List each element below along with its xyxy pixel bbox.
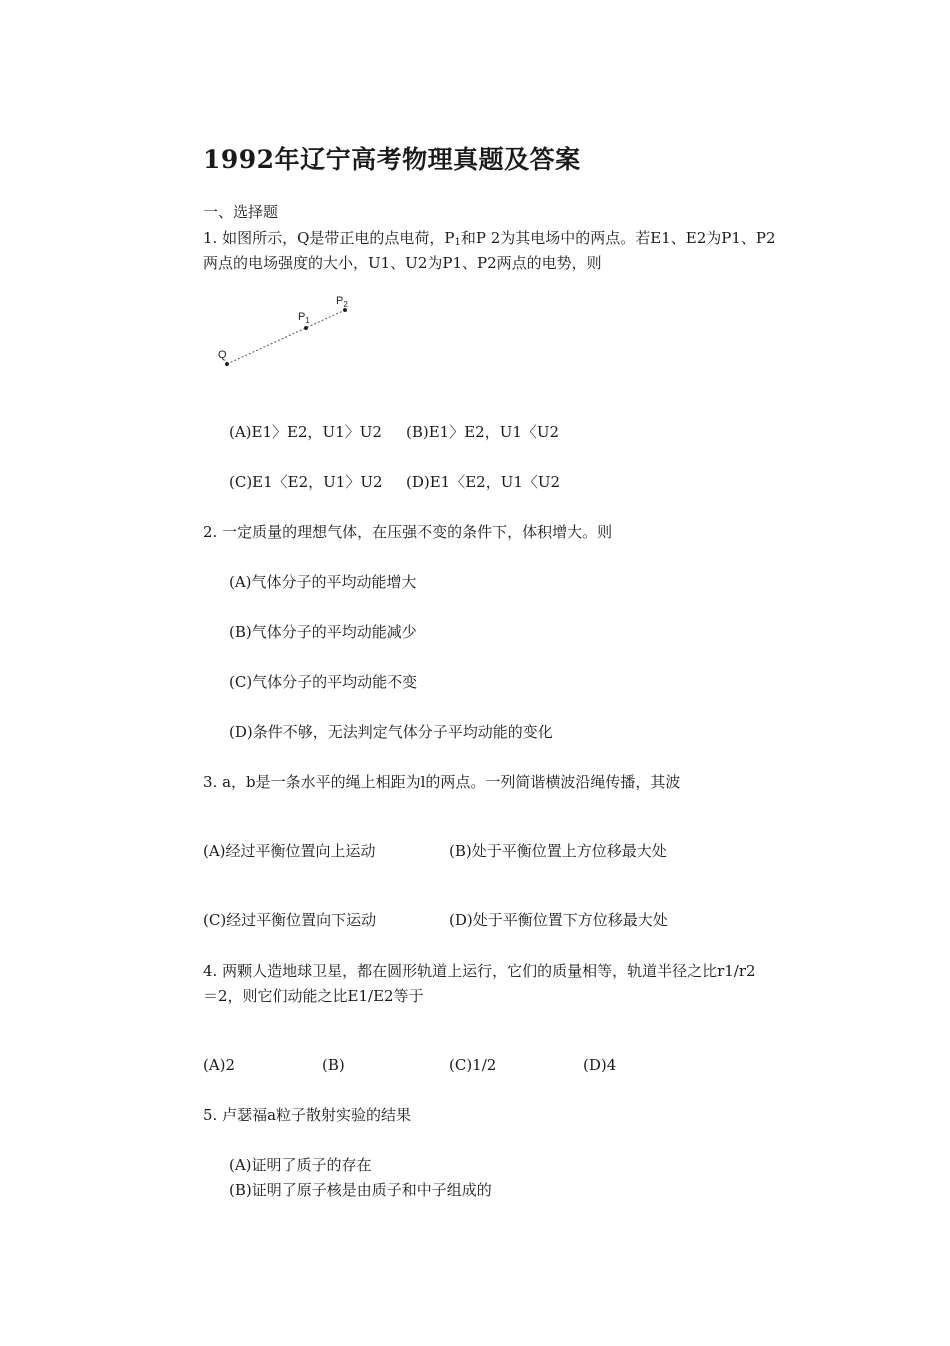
label-p2: $P_2$ [336, 295, 348, 309]
q2-option-d: (D)条件不够，无法判定气体分子平均动能的变化 [229, 723, 553, 741]
q2-option-b: (B)气体分子的平均动能减少 [229, 623, 417, 641]
q4-option-d: (D)4 [583, 1056, 617, 1074]
q2-option-a: (A)气体分子的平均动能增大 [229, 573, 417, 591]
q3-option-b: (B)处于平衡位置上方位移最大处 [449, 842, 667, 860]
label-p1: $P_1$ [298, 311, 310, 325]
q3-option-a: (A)经过平衡位置向上运动 [203, 842, 376, 860]
q4-option-a: (A)2 [203, 1056, 236, 1074]
q5-option-b: (B)证明了原子核是由质子和中子组成的 [229, 1181, 492, 1199]
q1-option-a: (A)E1〉E2，U1〉U2 [229, 423, 382, 441]
q4-stem-line2: ＝2，则它们动能之比E1/E2等于 [203, 987, 424, 1005]
q1-field-diagram [212, 292, 362, 372]
field-line [227, 310, 345, 364]
section-heading: 一、选择题 [203, 203, 279, 221]
label-q: Q [218, 349, 227, 361]
point-p1 [304, 326, 308, 330]
q3-option-c: (C)经过平衡位置向下运动 [203, 911, 377, 929]
q3-option-d: (D)处于平衡位置下方位移最大处 [449, 911, 668, 929]
q1-stem-part-b: 和P 2为其电场中的两点。若E1、E2为P1、P2 [460, 229, 776, 247]
q3-stem: 3. a，b是一条水平的绳上相距为l的两点。一列简谐横波沿绳传播，其波 [203, 773, 681, 791]
q1-stem-line2: 两点的电场强度的大小，U1、U2为P1、P2两点的电势，则 [203, 254, 602, 272]
q1-option-b: (B)E1〉E2，U1〈U2 [406, 423, 560, 441]
q2-option-c: (C)气体分子的平均动能不变 [229, 673, 418, 691]
q1-stem-line1 [203, 228, 776, 253]
q4-stem-line1: 4. 两颗人造地球卫星，都在圆形轨道上运行，它们的质量相等，轨道半径之比r1/r2 [203, 962, 756, 980]
q5-stem: 5. 卢瑟福a粒子散射实验的结果 [203, 1106, 412, 1124]
point-q [225, 362, 229, 366]
q1-option-d: (D)E1〈E2，U1〈U2 [406, 473, 561, 491]
q1-p1-subscript: 1 [454, 237, 461, 248]
q1-option-c: (C)E1〈E2，U1〉U2 [229, 473, 383, 491]
q4-option-c: (C)1/2 [449, 1056, 497, 1074]
q1-stem-part-a: 1. 如图所示，Q是带正电的点电荷，P [203, 229, 455, 247]
page-title: 1992年辽宁高考物理真题及答案 [203, 145, 581, 174]
q4-option-b: (B) [322, 1056, 345, 1074]
q5-option-a: (A)证明了质子的存在 [229, 1156, 372, 1174]
q2-stem: 2. 一定质量的理想气体，在压强不变的条件下，体积增大。则 [203, 523, 613, 541]
